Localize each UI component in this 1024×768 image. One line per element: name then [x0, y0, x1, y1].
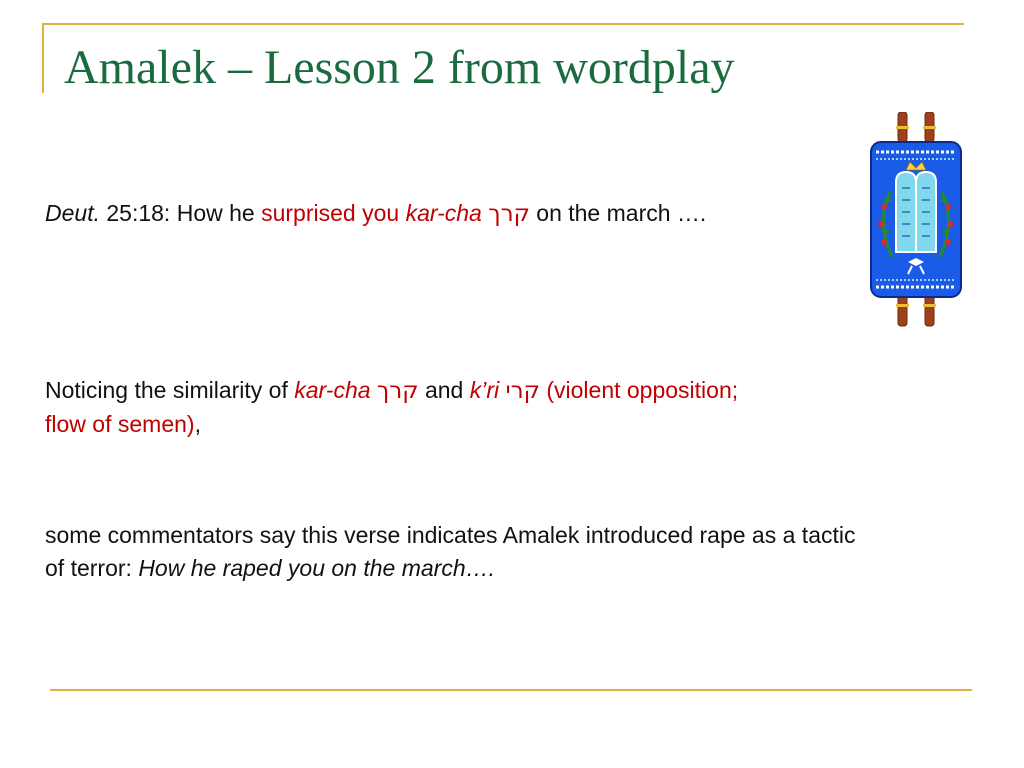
top-rule: [42, 23, 964, 25]
similarity-lead: Noticing the similarity of: [45, 377, 295, 403]
left-rule: [42, 23, 44, 93]
verse-rest: on the march ….: [529, 200, 707, 226]
hebrew-kar-cha: קרך: [488, 201, 530, 227]
paragraph-similarity: [45, 374, 775, 441]
translit-kar-cha: kar-cha: [294, 377, 371, 403]
hebrew-kar-cha: קרך: [376, 378, 419, 404]
commentators-text: some commentators say this verse indicates Amalek introduced rape as a tactic of terror:: [45, 522, 856, 581]
and-word: and: [418, 377, 470, 403]
translit-kar-cha: kar-cha: [405, 200, 482, 226]
hebrew-kri: קרי: [505, 378, 540, 404]
raped-quote: How he raped you on the march….: [138, 555, 496, 581]
verse-text: 25:18: How he: [99, 200, 262, 226]
paragraph-surprised: [45, 197, 745, 231]
verse-ref: Deut.: [45, 200, 100, 226]
paragraph-commentators: [45, 519, 865, 585]
surprised-phrase: surprised you: [261, 200, 400, 226]
comma: ,: [194, 411, 201, 437]
slide-title: Amalek – Lesson 2 from wordplay: [64, 41, 735, 94]
kri-gloss: (violent opposition; flow of semen): [45, 377, 739, 437]
torah-scroll-icon: [868, 112, 964, 327]
translit-kri: k’ri: [469, 377, 500, 403]
bottom-rule: [50, 689, 972, 691]
